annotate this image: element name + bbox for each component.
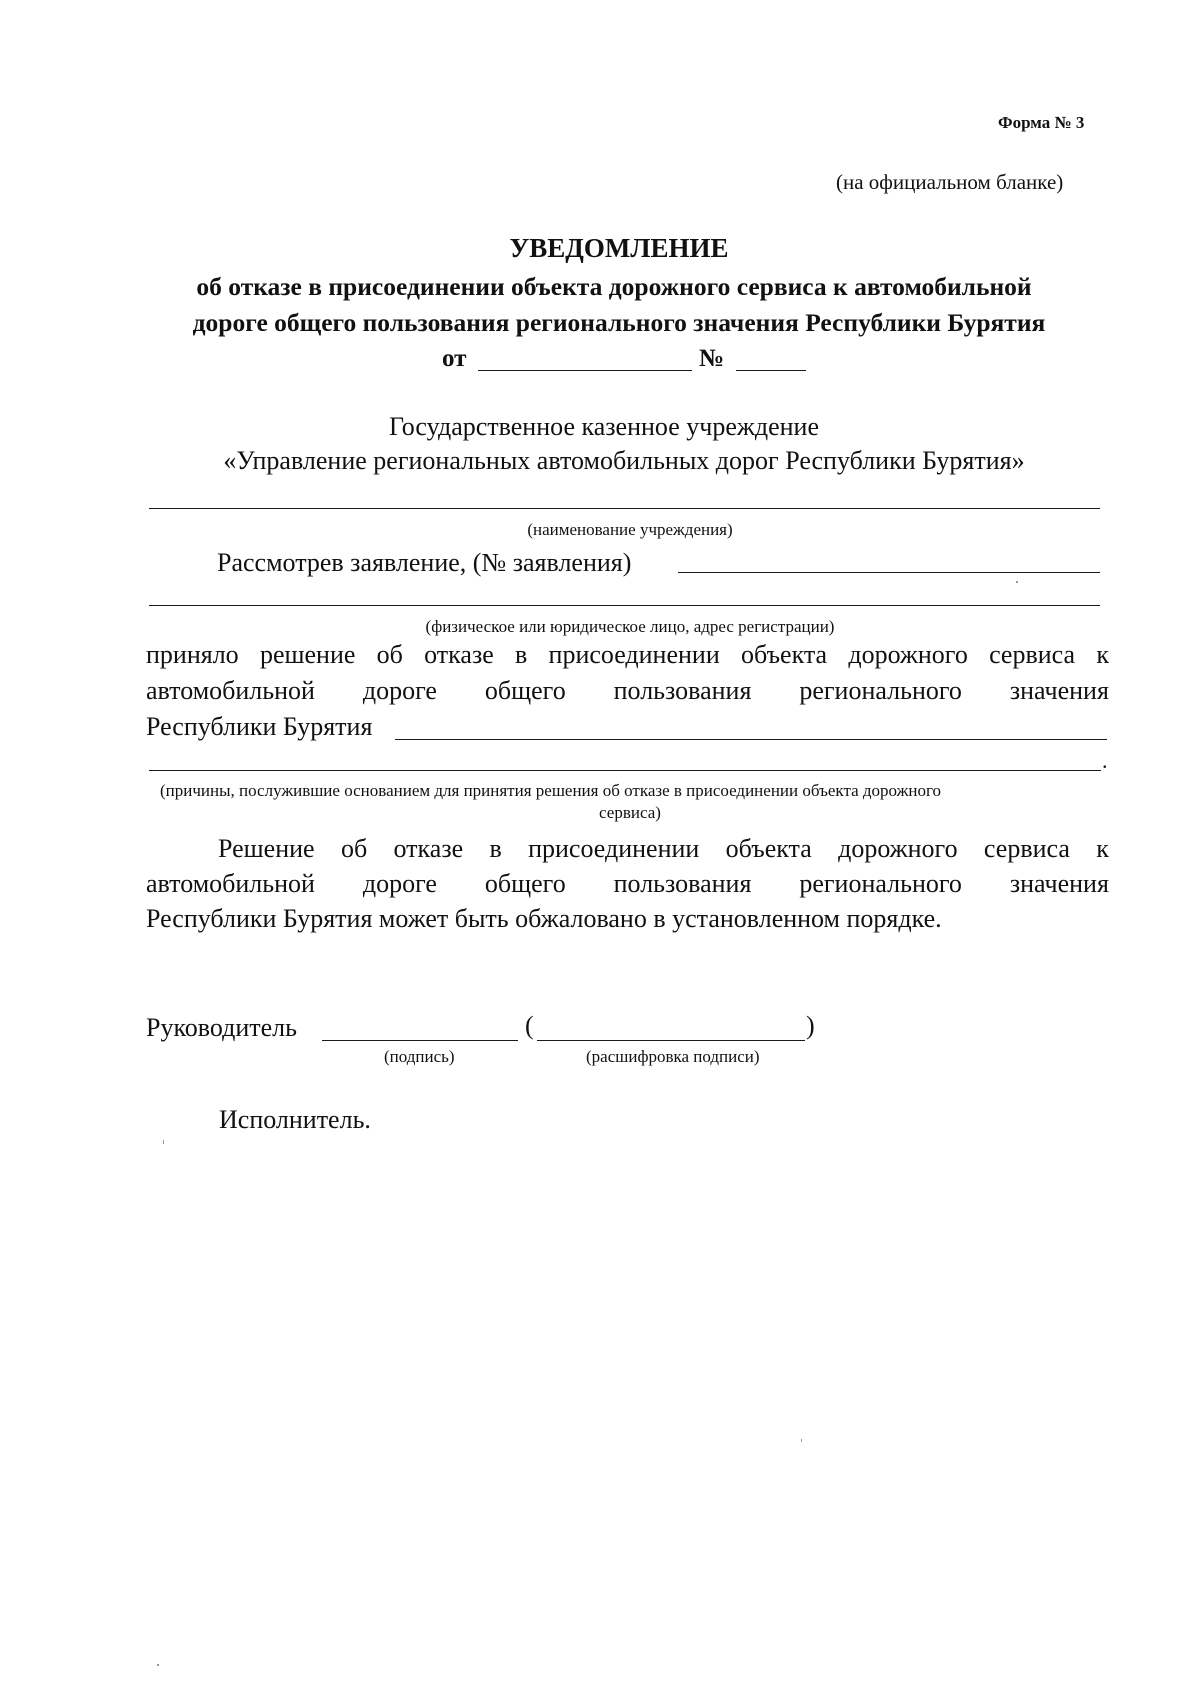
paren-open: ( [525,1011,534,1040]
decision-word: об [376,640,403,669]
appeal-line-2 [146,869,1109,899]
decision-word: присоединении [548,640,720,669]
decision-word: отказе [424,640,494,669]
decision-line-3: Республики Бурятия [146,712,373,741]
review-text: Рассмотрев заявление, (№ заявления) [217,548,632,577]
decision-word: сервиса [989,640,1076,669]
applicant-caption: (физическое или юридическое лицо, адрес регистрации) [425,617,835,636]
appeal-word: дорожного [838,834,958,863]
decision-word: автомобильной [146,676,315,705]
date-prefix: от [442,345,467,372]
decision-word: общего [484,676,566,705]
decision-word: приняло [146,640,239,669]
appeal-word: пользования [613,869,752,898]
executor-label: Исполнитель. [219,1105,371,1134]
decision-line-1 [146,640,1109,670]
blank-note: (на официальном бланке) [836,170,1064,194]
decision-word: объекта [741,640,828,669]
applicant-field[interactable] [149,605,1100,606]
reasons-field-2[interactable] [149,770,1101,771]
signature-decode-field[interactable] [537,1040,805,1041]
decision-word: регионального [799,676,962,705]
appeal-word: Решение [218,834,315,863]
subtitle-line-2: дороге общего пользования регионального значения Республики Бурятия [192,308,1046,337]
appeal-word: к [1096,834,1109,863]
decision-line-2 [146,676,1109,706]
scan-speck [163,1140,164,1144]
form-number: Форма № 3 [998,113,1085,132]
decision-word: дорожного [848,640,968,669]
number-sign: № [699,345,725,372]
signature-caption: (подпись) [384,1047,455,1066]
decision-word: решение [259,640,356,669]
appeal-word: автомобильной [146,869,315,898]
head-label: Руководитель [146,1013,297,1042]
appeal-word: значения [1009,869,1109,898]
appeal-word: объекта [725,834,812,863]
org-line-1: Государственное казенное учреждение [389,412,819,441]
signature-field[interactable] [322,1040,518,1041]
appeal-line-3: Республики Бурятия может быть обжаловано в установленном порядке. [146,904,942,933]
paren-close: ) [806,1011,815,1040]
document-title: УВЕДОМЛЕНИЕ [509,233,729,263]
decision-word: к [1096,640,1109,669]
reasons-caption-line-1: (причины, послужившие основанием для принятия решения об отказе в присоединении объекта дорожного [160,781,942,800]
application-number-field[interactable] [678,572,1100,573]
scan-speck [1016,581,1018,583]
date-field[interactable] [478,370,692,371]
decode-caption: (расшифровка подписи) [586,1047,760,1066]
appeal-word: дороге [362,869,437,898]
appeal-line-1 [218,834,1109,864]
appeal-word: в [489,834,502,863]
decision-word: пользования [613,676,752,705]
reasons-field-1[interactable] [395,739,1107,740]
appeal-word: сервиса [983,834,1070,863]
reasons-period: . [1102,748,1108,773]
org-line-2: «Управление региональных автомобильных дорог Республики Бурятия» [223,446,1025,475]
appeal-word: регионального [799,869,962,898]
scan-speck [157,1664,159,1666]
decision-word: в [515,640,528,669]
appeal-word: об [340,834,368,863]
appeal-word: присоединении [528,834,700,863]
appeal-word: общего [484,869,566,898]
org-name-field[interactable] [149,508,1100,509]
appeal-word: отказе [393,834,464,863]
reasons-caption-line-2: сервиса) [599,803,661,822]
decision-word: дороге [362,676,437,705]
decision-word: значения [1009,676,1109,705]
number-field[interactable] [736,370,806,371]
scan-speck [801,1439,802,1442]
org-caption: (наименование учреждения) [527,520,733,539]
subtitle-line-1: об отказе в присоединении объекта дорожного сервиса к автомобильной [196,272,1032,301]
